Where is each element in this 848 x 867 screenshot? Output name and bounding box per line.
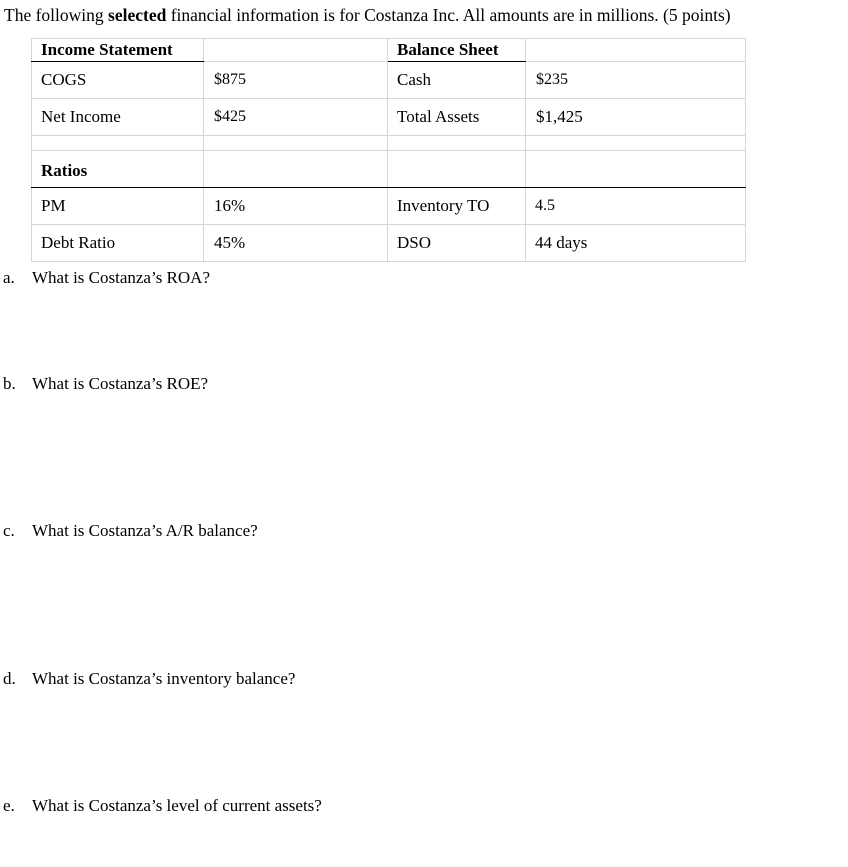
row-value: 16%	[204, 188, 388, 225]
income-statement-header: Income Statement	[32, 39, 204, 62]
question-letter: d.	[3, 669, 16, 688]
question-text: What is Costanza’s level of current assets?	[32, 796, 322, 815]
intro-before: The following	[4, 5, 109, 25]
row-value-2: $235	[526, 62, 746, 99]
ratios-header: Ratios	[32, 151, 204, 188]
question-a	[0, 268, 210, 288]
row-value: 45%	[204, 225, 388, 262]
row-label: PM	[32, 188, 204, 225]
row-label: Debt Ratio	[32, 225, 204, 262]
row-label-2: DSO	[388, 225, 526, 262]
question-text: What is Costanza’s ROE?	[32, 374, 209, 393]
question-letter: c.	[3, 521, 15, 540]
intro-after: financial information is for Costanza Inc. All amounts are in millions. (5 points)	[166, 5, 731, 25]
empty-cell	[526, 39, 746, 62]
question-b	[0, 374, 208, 394]
question-text: What is Costanza’s inventory balance?	[32, 669, 296, 688]
row-label-2: Inventory TO	[388, 188, 526, 225]
table-row	[32, 99, 746, 136]
question-letter: a.	[3, 268, 15, 287]
table-row	[32, 225, 746, 262]
table-row	[32, 62, 746, 99]
row-label: COGS	[32, 62, 204, 99]
empty-cell	[204, 39, 388, 62]
table-header-row	[32, 39, 746, 62]
question-text: What is Costanza’s ROA?	[32, 268, 210, 287]
row-value: $425	[204, 99, 388, 136]
table-row	[32, 188, 746, 225]
blank-row	[32, 136, 746, 151]
intro-bold: selected	[108, 5, 167, 25]
question-letter: b.	[3, 374, 16, 393]
financial-table	[31, 38, 746, 262]
question-letter: e.	[3, 796, 15, 815]
row-label-2: Total Assets	[388, 99, 526, 136]
intro-text	[4, 5, 731, 26]
ratios-header-row	[32, 151, 746, 188]
question-e	[0, 796, 322, 816]
row-value-2: 4.5	[526, 188, 746, 225]
question-text: What is Costanza’s A/R balance?	[32, 521, 258, 540]
balance-sheet-header: Balance Sheet	[388, 39, 526, 62]
row-label: Net Income	[32, 99, 204, 136]
row-label-2: Cash	[388, 62, 526, 99]
row-value-2: 44 days	[526, 225, 746, 262]
row-value: $875	[204, 62, 388, 99]
row-value-2: $1,425	[526, 99, 746, 136]
question-d	[0, 669, 295, 689]
question-c	[0, 521, 258, 541]
